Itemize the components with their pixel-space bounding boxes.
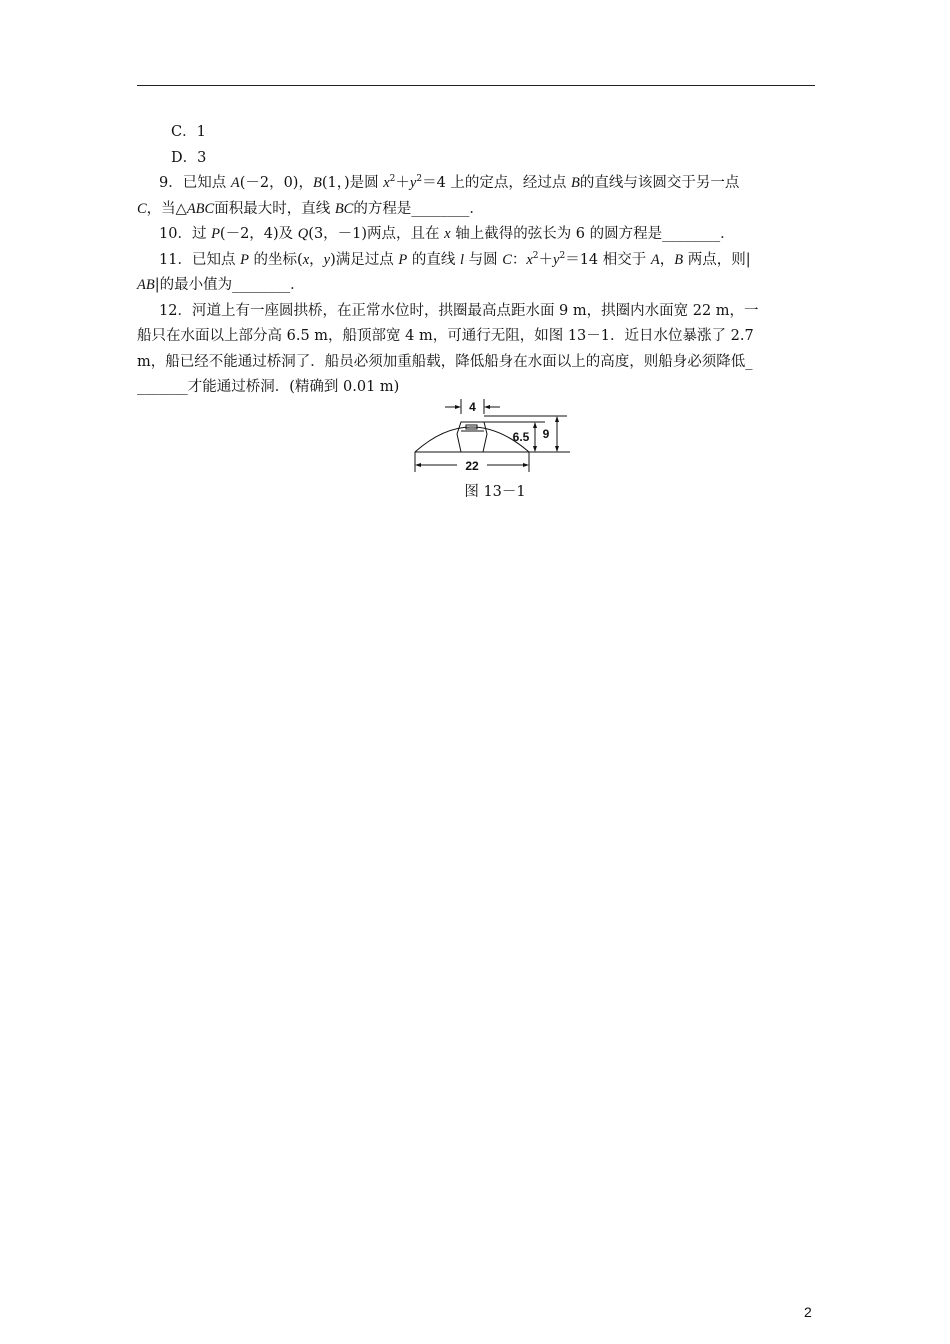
question-12-line-3: m，船已经不能通过桥洞了．船员必须加重船载，降低船身在水面以上的高度，则船身必须降低_: [137, 353, 753, 370]
top-arrowhead-left: [455, 405, 461, 409]
bridge-diagram: [405, 394, 585, 479]
bridge-figure: [405, 394, 585, 479]
arch-height-arrowhead-bottom: [555, 446, 559, 452]
question-text: [137, 120, 817, 401]
option-d: D．3: [171, 149, 207, 166]
page-number: 2: [804, 1304, 812, 1320]
question-11-line-2: AB|的最小值为________．: [137, 277, 305, 293]
top-arrowhead-right: [484, 405, 490, 409]
question-12-line-2: 船只在水面以上部分高 6.5 m，船顶部宽 4 m，可通行无阻，如图 13－1．近日水位暴涨了 2.7: [137, 328, 754, 344]
bottom-arrowhead-left: [415, 463, 421, 467]
label-water-width: 22: [465, 459, 479, 473]
label-boat-height: 6.5: [512, 430, 530, 444]
label-arch-height: 9: [542, 427, 550, 441]
boat-height-arrowhead-top: [533, 422, 537, 428]
question-10: 10．过 P(－2，4)及 Q(3，－1)两点，且在 x 轴上截得的弦长为 6 的圆方程是________．: [159, 226, 735, 242]
header-rule: [137, 85, 815, 86]
question-9-line-1: 9．已知点 A(－2，0)，B(1，)是圆 $x^2+y^2=4$ 上的定点，经过点 B的直线与该圆交于另一点: [159, 174, 740, 191]
bottom-arrowhead-right: [523, 463, 529, 467]
option-c: C．1: [171, 124, 206, 140]
figure-caption: 图 13－1: [464, 484, 526, 500]
label-boat-width: 4: [469, 400, 476, 414]
question-9-line-2: C，当△ABC面积最大时，直线 BC的方程是________．: [137, 200, 484, 217]
question-11-line-1: 11．已知点 P 的坐标(x，y)满足过点 P 的直线 l 与圆 C：$x^2+y^2=14$ 相交于 A，B 两点，则|: [159, 250, 751, 268]
question-12-line-4: _______才能通过桥洞．(精确到 0.01 m): [137, 379, 400, 395]
question-12-line-1: 12．河道上有一座圆拱桥，在正常水位时，拱圈最高点距水面 9 m，拱圈内水面宽 22 m，一: [159, 302, 759, 319]
boat-height-arrowhead-bottom: [533, 446, 537, 452]
arch-height-arrowhead-top: [555, 416, 559, 422]
